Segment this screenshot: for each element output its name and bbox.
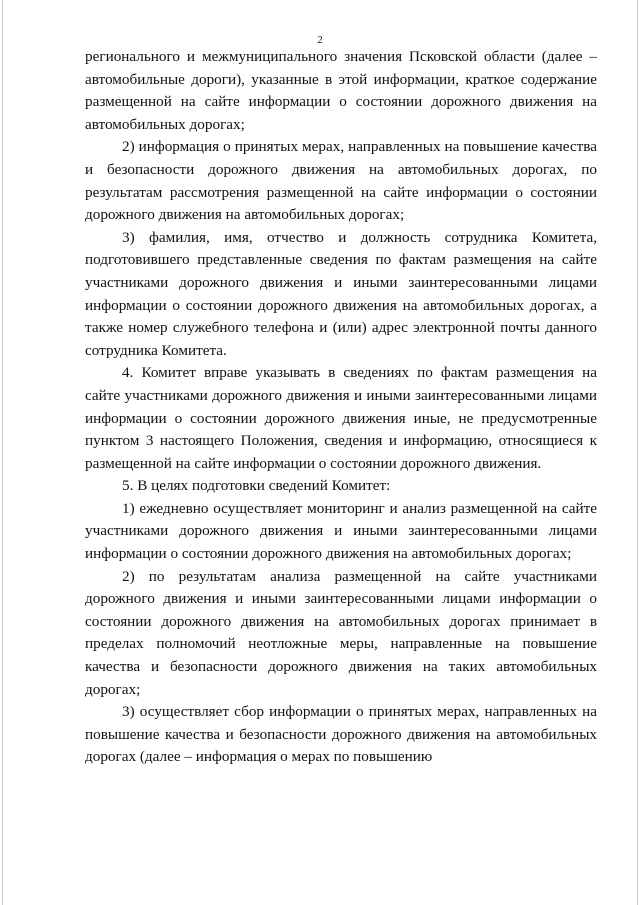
paragraph-section-5: 5. В целях подготовки сведений Комитет: [122,477,391,495]
paragraph-section-5-item-2: 2) по результатам анализа размещенной на сайте участниками дорожного движения и иными заинтересованными лицами информации о состоянии дорожного движения на автомобильных дорогах принимает в пределах полномочий неотложные меры, направленные на повышение качества и безопасности дорожного движения на таких автомобильных дорогах; [85,567,597,698]
document-body [85,46,597,769]
paragraph-continuation: регионального и межмуниципального значения Псковской области (далее – автомобильные дороги), указанные в этой информации, краткое содержание размещенной на сайте информации о состоянии дорожного движения на автомобильных дорогах; [85,48,597,133]
scan-edge-right [637,0,638,905]
scan-edge-left [2,0,3,905]
paragraph-section-5-item-1: 1) ежедневно осуществляет мониторинг и анализ размещенной на сайте участниками дорожного движения и иными заинтересованными лицами информации о состоянии дорожного движения на автомобильных дорогах; [85,499,597,563]
paragraph-section-5-item-3: 3) осуществляет сбор информации о принятых мерах, направленных на повышение качества и безопасности дорожного движения на автомобильных дорогах (далее – информация о мерах по повышению [85,703,597,766]
paragraph-item-3: 3) фамилия, имя, отчество и должность сотрудника Комитета, подготовившего представленные сведения по фактам размещения на сайте участниками дорожного движения и иными заинтересованными лицами информации о состоянии дорожного движения на автомобильных дорогах, а также номер служебного телефона и (или) адрес электронной почты данного сотрудника Комитета. [85,228,597,359]
paragraph-section-4: 4. Комитет вправе указывать в сведениях по фактам размещения на сайте участниками дорожного движения и иными заинтересованными лицами информации о состоянии дорожного движения иные, не предусмотренные пунктом 3 настоящего Положения, сведения и информацию, относящиеся к размещенной на сайте информации о состоянии дорожного движения. [85,364,597,472]
page-number: 2 [317,34,323,46]
paragraph-item-2: 2) информация о принятых мерах, направленных на повышение качества и безопасности дорожного движения на автомобильных дорогах, по результатам рассмотрения размещенной на сайте информации о состоянии дорожного движения на автомобильных дорогах; [85,138,597,224]
